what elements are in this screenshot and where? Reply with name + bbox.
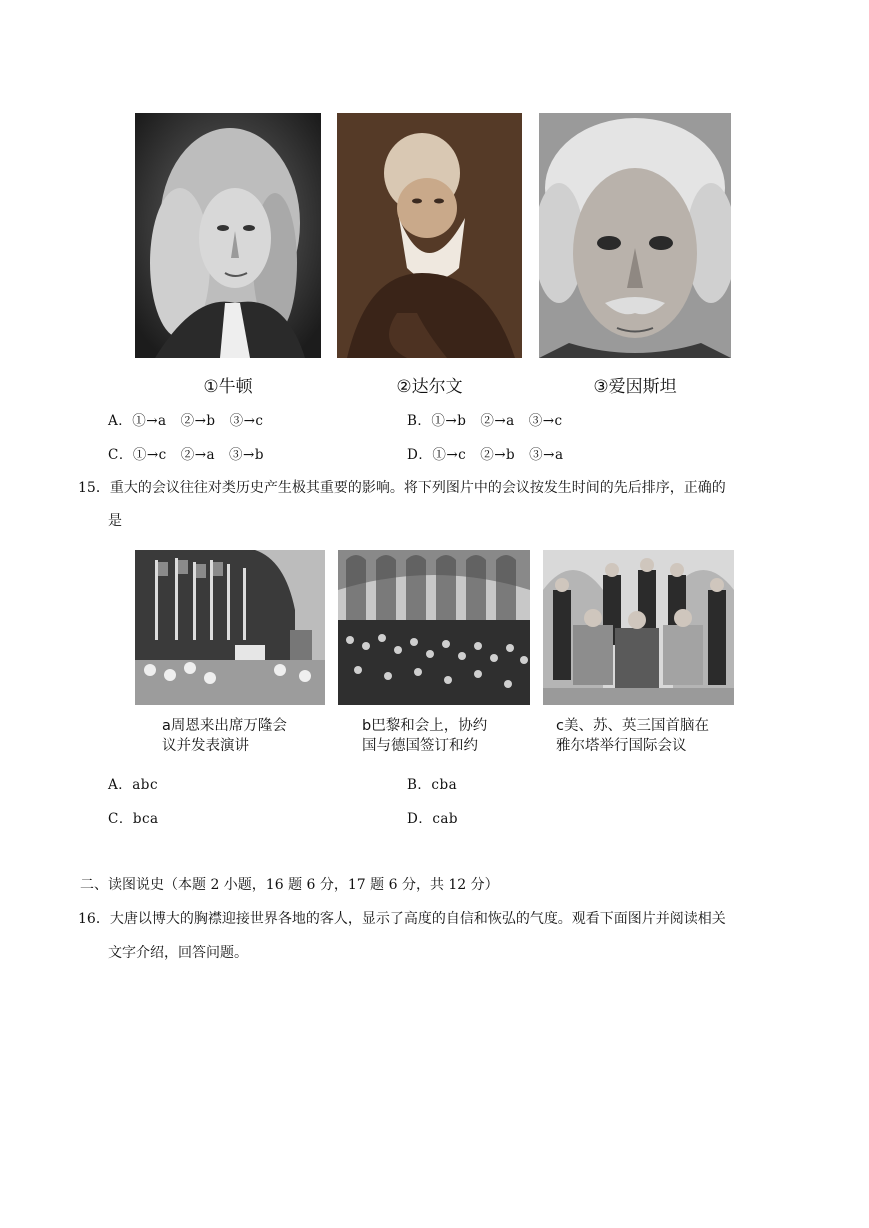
q15-option-b: B．cba (407, 777, 458, 793)
caption-darwin: ②达尔文 (396, 377, 463, 397)
newton-portrait (135, 113, 321, 358)
yalta-conference-photo (543, 550, 734, 705)
q14-option-c: C．①→c ②→a ③→b (108, 447, 265, 463)
q16-text-line1: 16．大唐以博大的胸襟迎接世界各地的客人，显示了高度的自信和恢弘的气度。观看下面图片并阅读相关 (78, 911, 726, 927)
einstein-portrait (539, 113, 731, 358)
q16-text-line2: 文字介绍，回答问题。 (108, 945, 248, 961)
caption-bandung: a周恩来出席万隆会 议并发表演讲 (162, 718, 287, 754)
caption-yalta: c美、苏、英三国首脑在 雅尔塔举行国际会议 (556, 718, 709, 754)
q15-option-a: A．abc (108, 777, 159, 793)
q15-option-d: D．cab (407, 811, 459, 827)
darwin-portrait (337, 113, 522, 358)
caption-einstein: ③爱因斯坦 (593, 377, 677, 397)
bandung-conference-photo (135, 550, 325, 705)
q14-option-b: B．①→b ②→a ③→c (407, 413, 563, 429)
caption-paris: b巴黎和会上，协约 国与德国签订和约 (362, 718, 488, 754)
paris-peace-conference-photo (338, 550, 530, 705)
q14-option-a: A．①→a ②→b ③→c (108, 413, 264, 429)
section2-heading: 二、读图说史（本题 2 小题，16 题 6 分，17 题 6 分，共 12 分） (80, 877, 499, 893)
q14-option-d: D．①→c ②→b ③→a (407, 447, 564, 463)
q15-option-c: C．bca (108, 811, 159, 827)
q15-text-line2: 是 (108, 513, 122, 529)
caption-newton: ①牛顿 (203, 377, 253, 397)
q15-text-line1: 15．重大的会议往往对类历史产生极其重要的影响。将下列图片中的会议按发生时间的先后排序，正确的 (78, 480, 726, 496)
